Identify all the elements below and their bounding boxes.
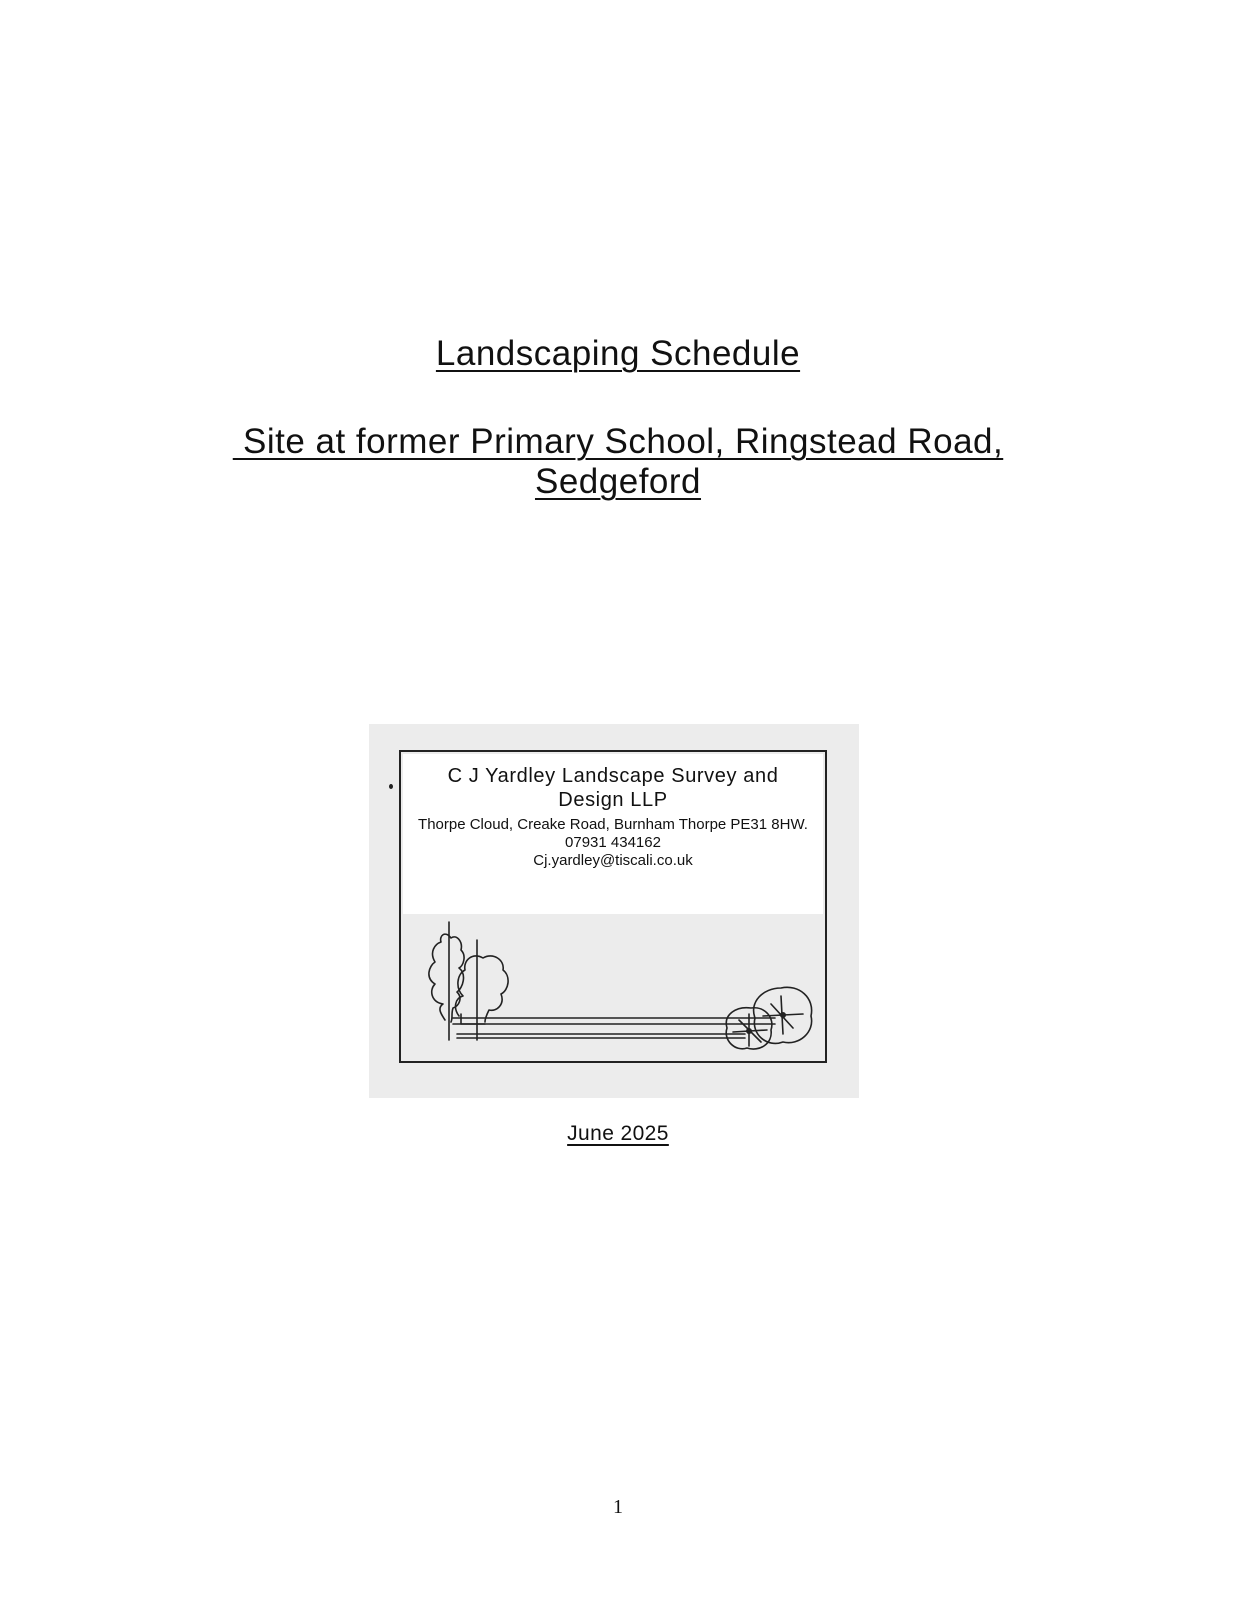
company-logo-card	[369, 724, 859, 1098]
document-title	[0, 334, 1236, 374]
document-date	[0, 1122, 1236, 1146]
document-subtitle-line-2-text: Sedgeford	[534, 462, 702, 501]
company-logo-frame	[399, 750, 827, 1063]
company-address: Thorpe Cloud, Creake Road, Burnham Thorpe PE31 8HW.	[418, 816, 808, 833]
page-number: 1	[613, 1496, 623, 1518]
trees-and-hedge-line-drawing-icon	[401, 752, 829, 1065]
company-email: Cj.yardley@tiscali.co.uk	[533, 852, 693, 869]
scan-speck	[389, 784, 393, 789]
document-subtitle-line-1	[0, 422, 1236, 462]
document-subtitle-line-2	[0, 462, 1236, 502]
document-subtitle-line-1-text: Site at former Primary School, Ringstead Road,	[232, 422, 1004, 461]
company-name: C J Yardley Landscape Survey and Design LLP	[447, 765, 779, 811]
document-date-text: June 2025	[567, 1122, 669, 1145]
company-phone: 07931 434162	[565, 834, 661, 851]
document-title-text: Landscaping Schedule	[435, 334, 801, 373]
